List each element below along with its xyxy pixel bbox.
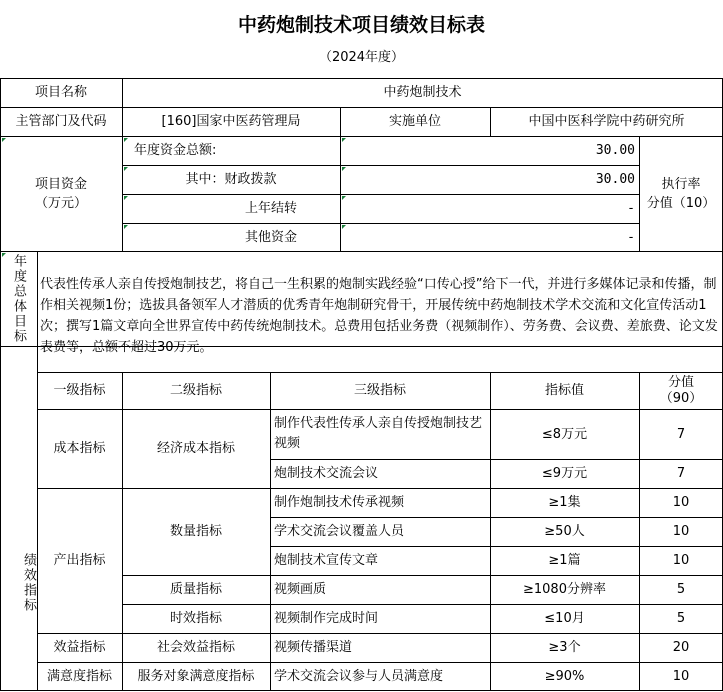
cell-marker-icon bbox=[342, 225, 346, 229]
table-row-value: ≤8万元 bbox=[541, 426, 588, 442]
cell-marker-icon bbox=[124, 138, 128, 142]
table-row-score: 7 bbox=[676, 426, 686, 442]
table-row-score: 5 bbox=[676, 611, 686, 626]
table-row-score: 10 bbox=[672, 553, 690, 568]
header-level2: 二级指标 bbox=[169, 383, 222, 398]
table-row-value: ≥50人 bbox=[544, 524, 585, 539]
annual-goal-text: 代表性传承人亲自传授炮制技艺，将自己一生积累的炮制实践经验“口传心授”给下一代，并进行多媒体记录和传播，制作相关视频1份；选拔具备领军人才潜质的优秀青年炮制研究骨干，开展传统中药炮制技术学术交流和文化宣传活动1次；撰写1篇文章向全世界宣传中药传统炮制技术。总费用包括业务费（视频制作）、劳务费、会议费、差旅费、论文发表费等，总额不超过30万元。 bbox=[40, 277, 718, 355]
table-row-l3: 炮制技术宣传文章 bbox=[274, 553, 379, 568]
funds-label: 项目资金 （万元） bbox=[34, 176, 87, 211]
impl-unit-label: 实施单位 bbox=[388, 114, 441, 129]
table-row-value: ≥90% bbox=[544, 668, 585, 684]
dept-value: [160]国家中医药管理局 bbox=[161, 114, 301, 129]
header-level3: 三级指标 bbox=[353, 383, 406, 398]
table-row-l3: 学术交流会议参与人员满意度 bbox=[274, 668, 444, 684]
funds-total-value: 30.00 bbox=[595, 143, 635, 158]
dept-label: 主管部门及代码 bbox=[15, 114, 107, 129]
table-row-l3: 制作代表性传承人亲自传授炮制技艺视频 bbox=[274, 416, 483, 451]
table-row-value: ≤10月 bbox=[544, 611, 585, 626]
funds-other-value: - bbox=[627, 230, 635, 245]
l2-service-satisfaction: 服务对象满意度指标 bbox=[137, 668, 255, 684]
table-row-score: 10 bbox=[672, 495, 690, 510]
table-row-l3: 学术交流会议覆盖人员 bbox=[274, 524, 405, 539]
cell-marker-icon bbox=[124, 225, 128, 229]
l1-cost: 成本指标 bbox=[53, 441, 106, 456]
project-name-label: 项目名称 bbox=[34, 85, 87, 100]
table-row-l3: 炮制技术交流会议 bbox=[274, 466, 379, 481]
year-label: （2024年度） bbox=[318, 50, 405, 65]
l1-output: 产出指标 bbox=[53, 553, 106, 568]
cell-marker-icon bbox=[342, 167, 346, 171]
l2-quantity: 数量指标 bbox=[169, 524, 222, 539]
l2-quality: 质量指标 bbox=[169, 582, 222, 597]
table-row-value: ≥1集 bbox=[548, 495, 581, 510]
funds-other-label: 其他资金 bbox=[244, 230, 297, 245]
table-row-score: 5 bbox=[676, 582, 686, 597]
funds-fiscal-value: 30.00 bbox=[595, 172, 635, 187]
table-row-l3: 视频制作完成时间 bbox=[274, 611, 379, 626]
table-row-score: 7 bbox=[676, 466, 686, 481]
table-row-l3: 制作炮制技术传承视频 bbox=[274, 495, 405, 510]
impl-unit-value: 中国中医科学院中药研究所 bbox=[528, 114, 685, 129]
table-row-value: ≥3个 bbox=[548, 640, 581, 655]
exec-rate-label: 执行率 分值（10） bbox=[646, 176, 716, 211]
l1-satisfaction: 满意度指标 bbox=[46, 668, 112, 684]
table-row-score: 10 bbox=[672, 668, 690, 684]
cell-marker-icon bbox=[342, 138, 346, 142]
table-row-score: 10 bbox=[672, 524, 690, 539]
funds-total-label: 年度资金总额: bbox=[134, 143, 217, 158]
l2-economic-cost: 经济成本指标 bbox=[156, 441, 235, 456]
header-value: 指标值 bbox=[544, 383, 584, 398]
table-row-l3: 视频传播渠道 bbox=[274, 640, 353, 655]
l2-social-benefit: 社会效益指标 bbox=[156, 640, 235, 655]
cell-marker-icon bbox=[342, 196, 346, 200]
cell-marker-icon bbox=[2, 138, 6, 142]
project-name-value: 中药炮制技术 bbox=[383, 85, 462, 100]
cell-marker-icon bbox=[124, 196, 128, 200]
annual-goal-label: 年度总体目标 bbox=[11, 253, 26, 344]
header-score: 分值 （90） bbox=[659, 374, 703, 406]
funds-carry-label: 上年结转 bbox=[244, 201, 297, 216]
table-row-value: ≥1篇 bbox=[548, 553, 581, 568]
table-row-l3: 视频画质 bbox=[274, 582, 327, 597]
document-title: 中药炮制技术项目绩效目标表 bbox=[237, 14, 485, 36]
table-row-value: ≥1080分辨率 bbox=[523, 582, 606, 597]
l2-timeliness: 时效指标 bbox=[169, 611, 222, 626]
table-row-score: 20 bbox=[672, 640, 690, 655]
table-row-value: ≤9万元 bbox=[541, 466, 588, 481]
header-level1: 一级指标 bbox=[53, 383, 106, 398]
funds-fiscal-label: 其中：财政拨款 bbox=[185, 172, 277, 187]
l1-benefit: 效益指标 bbox=[53, 640, 106, 655]
cell-marker-icon bbox=[124, 167, 128, 171]
perf-indicators-label: 绩效指标 bbox=[21, 553, 36, 613]
funds-carry-value: - bbox=[627, 201, 635, 216]
